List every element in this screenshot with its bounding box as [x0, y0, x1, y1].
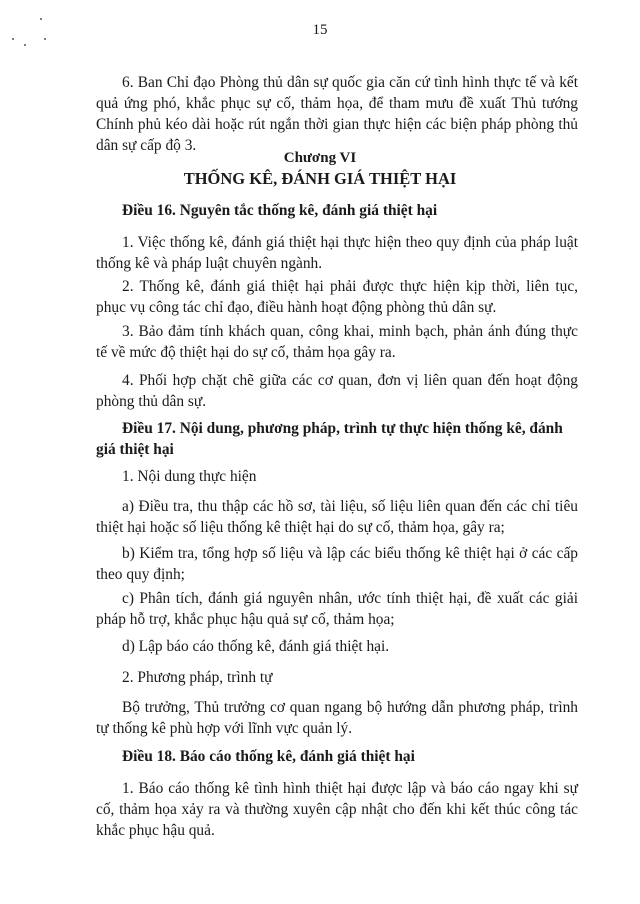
- article-17-item-a: a) Điều tra, thu thập các hồ sơ, tài liệu, số liệu liên quan đến các chỉ tiêu thiệt hại hoặc số liệu thống kê thiệt hại do sự cố, thảm họa, gây ra;: [96, 498, 578, 536]
- article-17-item-c: c) Phân tích, đánh giá nguyên nhân, ước tính thiệt hại, đề xuất các giải pháp hỗ trợ, khắc phục hậu quả sự cố, thảm họa;: [96, 590, 578, 628]
- scan-speck: [12, 38, 14, 40]
- article-17-clause-2: 2. Phương pháp, trình tự: [122, 669, 273, 686]
- chapter-title: THỐNG KÊ, ĐÁNH GIÁ THIỆT HẠI: [183, 169, 457, 188]
- scan-speck: [44, 38, 46, 40]
- article-16-clause-3: 3. Bảo đảm tính khách quan, công khai, minh bạch, phản ánh đúng thực tế về mức độ thiệt hại do sự cố, thảm họa gây ra.: [96, 323, 578, 361]
- article-16-clause-4: 4. Phối hợp chặt chẽ giữa các cơ quan, đơn vị liên quan đến hoạt động phòng thủ dân sự.: [96, 372, 578, 410]
- scan-speck: [40, 18, 42, 20]
- article-18-clause-1: 1. Báo cáo thống kê tình hình thiệt hại được lập và báo cáo ngay khi sự cố, thảm họa xảy ra và thường xuyên cập nhật cho đến khi kết thúc công tác khắc phục hậu quả.: [96, 780, 578, 839]
- article-16-clause-1: 1. Việc thống kê, đánh giá thiệt hại thực hiện theo quy định của pháp luật thống kê và pháp luật chuyên ngành.: [96, 234, 578, 272]
- page-number: 15: [312, 22, 328, 38]
- article-16-heading: Điều 16. Nguyên tắc thống kê, đánh giá thiệt hại: [122, 202, 438, 219]
- article-17-item-b: b) Kiểm tra, tổng hợp số liệu và lập các biểu thống kê thiệt hại ở các cấp theo quy định;: [96, 545, 578, 583]
- chapter-number: Chương VI: [283, 150, 357, 166]
- article-18-heading: Điều 18. Báo cáo thống kê, đánh giá thiệt hại: [122, 748, 415, 765]
- article-17-clause-1: 1. Nội dung thực hiện: [122, 468, 257, 485]
- article-17-item-d: d) Lập báo cáo thống kê, đánh giá thiệt hại.: [122, 638, 390, 655]
- paragraph-clause-6: 6. Ban Chỉ đạo Phòng thủ dân sự quốc gia căn cứ tình hình thực tế và kết quả ứng phó, khắc phục sự cố, thảm họa, để tham mưu đề xuất Thủ tướng Chính phủ kéo dài hoặc rút ngắn thời gian thực hiện các biện pháp phòng thủ dân sự cấp độ 3.: [96, 74, 578, 154]
- article-17-heading: Điều 17. Nội dung, phương pháp, trình tự thực hiện thống kê, đánh giá thiệt hại: [96, 420, 563, 458]
- scan-speck: [24, 44, 26, 46]
- article-16-clause-2: 2. Thống kê, đánh giá thiệt hại phải được thực hiện kịp thời, liên tục, phục vụ công tác chỉ đạo, điều hành hoạt động phòng thủ dân sự.: [96, 278, 578, 316]
- article-17-clause-2-text: Bộ trưởng, Thủ trưởng cơ quan ngang bộ hướng dẫn phương pháp, trình tự thống kê phù hợp với lĩnh vực quản lý.: [96, 699, 578, 737]
